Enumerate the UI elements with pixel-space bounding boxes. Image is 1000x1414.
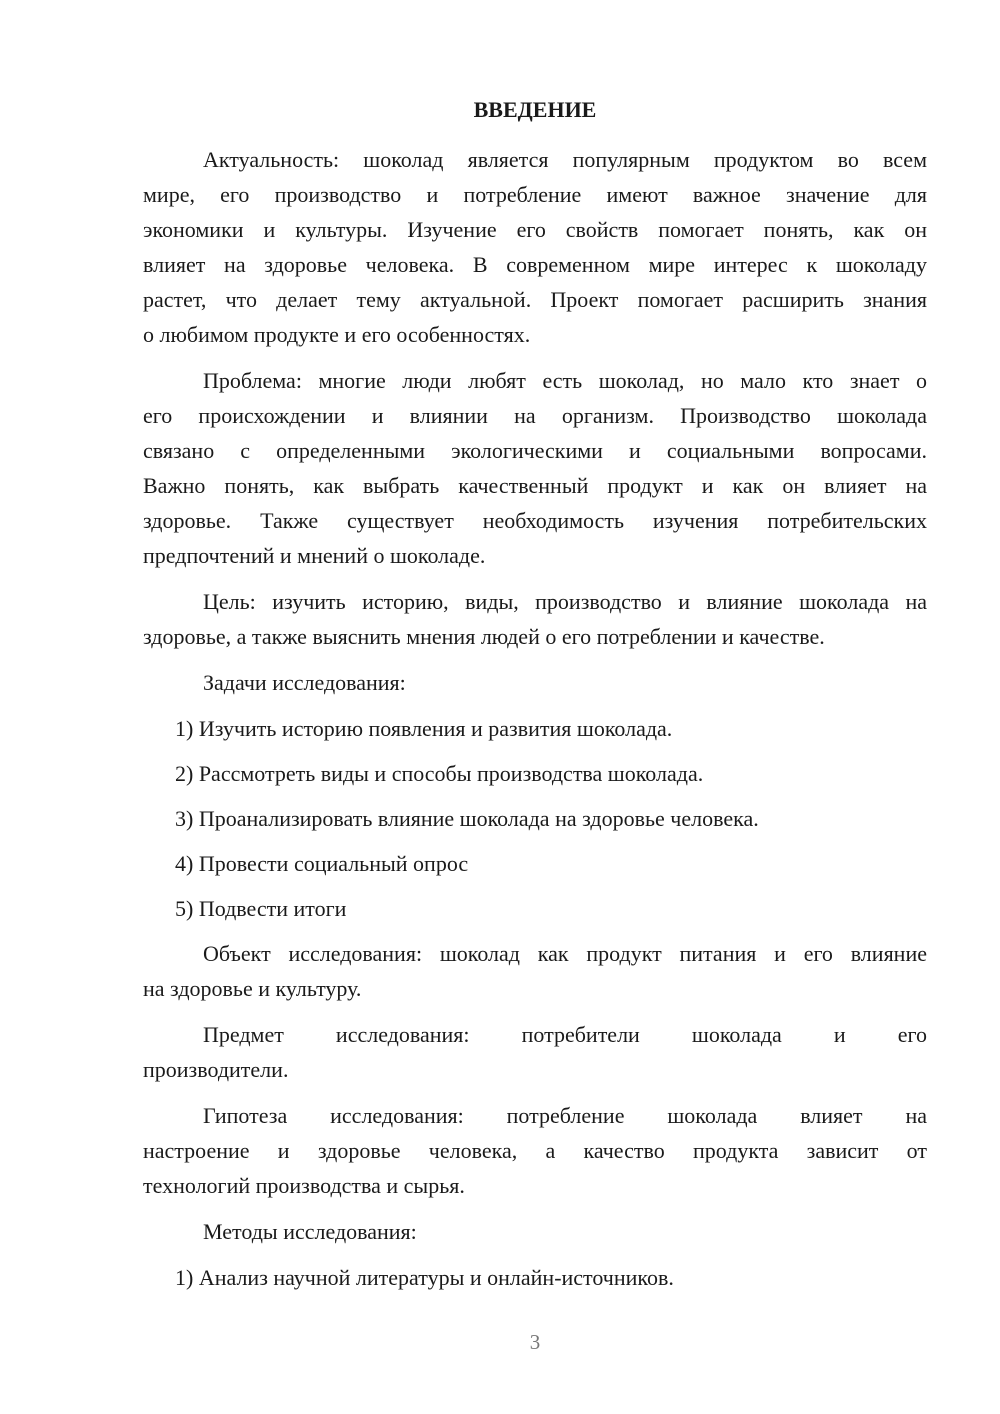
paragraph-line: Проблема: многие люди любят есть шоколад, но мало кто знает о [203, 368, 927, 393]
page-number: 3 [529, 1330, 541, 1354]
list-item: 1) Изучить историю появления и развития шоколада. [175, 716, 673, 741]
paragraph-line: мире, его производство и потребление имеют важное значение для [143, 182, 927, 207]
paragraph-line: Гипотеза исследования: потребление шоколада влияет на [203, 1103, 927, 1128]
paragraph-line: технологий производства и сырья. [143, 1173, 465, 1198]
list-item: 3) Проанализировать влияние шоколада на здоровье человека. [175, 806, 759, 831]
document-page [143, 92, 927, 1305]
paragraph-line: Цель: изучить историю, виды, производство и влияние шоколада на [203, 589, 927, 614]
paragraph-line: растет, что делает тему актуальной. Проект помогает расширить знания [143, 287, 927, 312]
paragraph-line: здоровье, а также выяснить мнения людей о его потреблении и качестве. [143, 624, 825, 649]
list-item: 1) Анализ научной литературы и онлайн-источников. [175, 1265, 674, 1290]
paragraph [143, 1017, 927, 1087]
paragraph-line: о любимом продукте и его особенностях. [143, 322, 531, 347]
paragraph-line: Актуальность: шоколад является популярным продуктом во всем [203, 147, 927, 172]
paragraph [143, 1214, 927, 1249]
paragraph-line: экономики и культуры. Изучение его свойств помогает понять, как он [143, 217, 927, 242]
paragraph-line: производители. [143, 1057, 289, 1082]
paragraph-line: здоровье. Также существует необходимость изучения потребительских [143, 508, 927, 533]
section-title: ВВЕДЕНИЕ [473, 97, 597, 122]
paragraph-line: влияет на здоровье человека. В современном мире интерес к шоколаду [143, 252, 927, 277]
paragraph [143, 584, 927, 654]
paragraph-line: настроение и здоровье человека, а качество продукта зависит от [143, 1138, 927, 1163]
paragraph-line: на здоровье и культуру. [143, 976, 362, 1001]
list-item: 2) Рассмотреть виды и способы производства шоколада. [175, 761, 704, 786]
list-item: 4) Провести социальный опрос [175, 851, 469, 876]
list-item: 5) Подвести итоги [175, 896, 347, 921]
paragraph-line: предпочтений и мнений о шоколаде. [143, 543, 486, 568]
paragraph-line: связано с определенными экологическими и социальными вопросами. [143, 438, 927, 463]
document-body [143, 142, 927, 1295]
paragraph [143, 665, 927, 700]
paragraph [143, 142, 927, 352]
paragraph-line: Задачи исследования: [203, 670, 406, 695]
paragraph-line: Методы исследования: [203, 1219, 417, 1244]
paragraph-line: его происхождении и влиянии на организм. Производство шоколада [143, 403, 927, 428]
paragraph-line: Предмет исследования: потребители шоколада и его [203, 1022, 927, 1047]
paragraph [143, 363, 927, 573]
paragraph-line: Важно понять, как выбрать качественный продукт и как он влияет на [143, 473, 927, 498]
paragraph [143, 1098, 927, 1203]
paragraph-line: Объект исследования: шоколад как продукт питания и его влияние [203, 941, 927, 966]
paragraph [143, 936, 927, 1006]
